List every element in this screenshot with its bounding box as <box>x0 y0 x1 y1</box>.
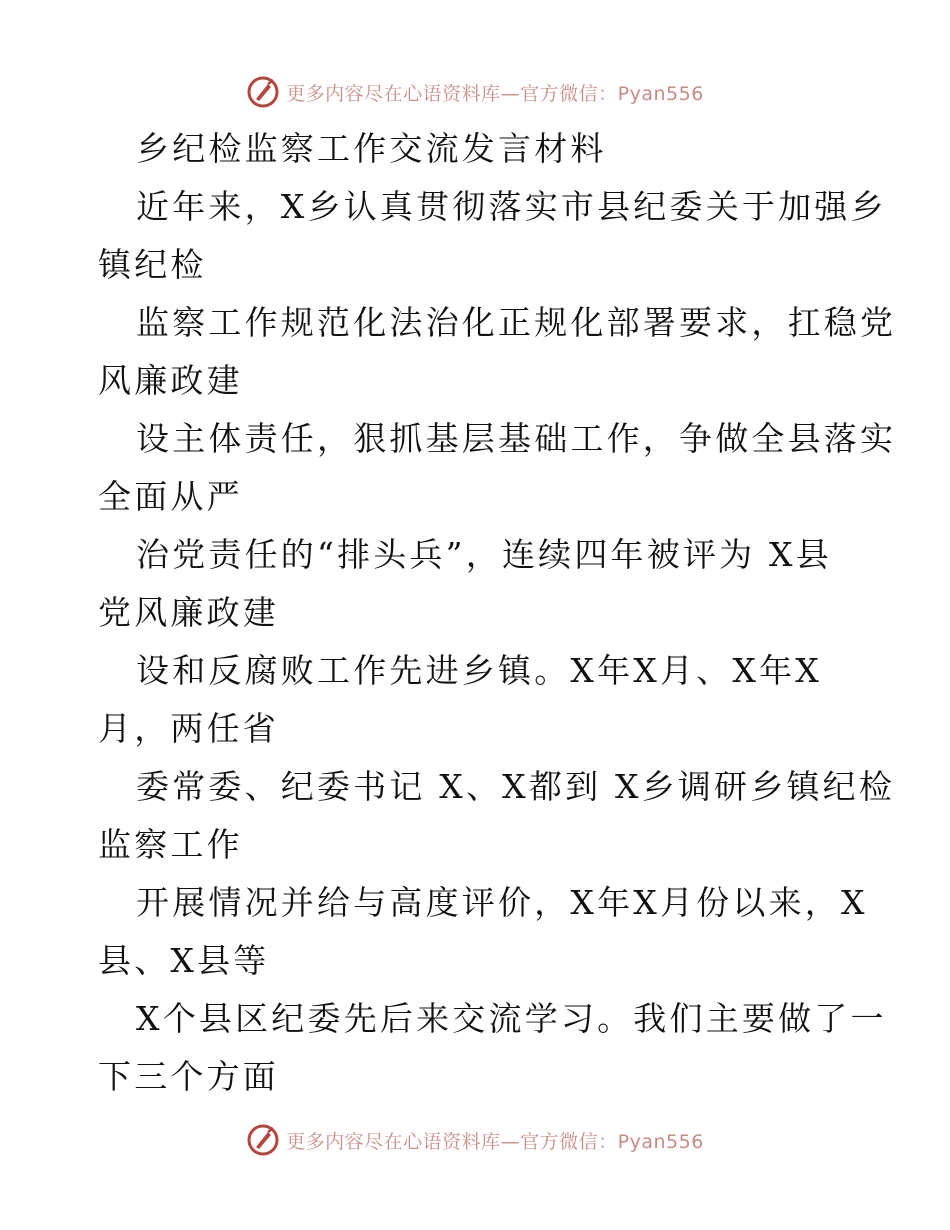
text-line: 治党责任的“排头兵”，连续四年被评为 X县 <box>136 535 832 574</box>
header-watermark <box>0 70 950 114</box>
text-line: 县、X县等 <box>98 941 270 980</box>
text-line: 设主体责任，狠抓基层基础工作，争做全县落实 <box>136 419 897 458</box>
text-line: 近年来，X乡认真贯彻落实市县纪委关于加强乡 <box>136 187 887 226</box>
watermark-text: 更多内容尽在心语资料库—官方微信：Pyan556 <box>286 1130 704 1153</box>
text-line: 监察工作 <box>98 825 243 864</box>
footer-watermark <box>0 1118 950 1162</box>
text-line: 月，两任省 <box>98 709 279 748</box>
text-line: 风廉政建 <box>98 361 243 400</box>
text-line: 全面从严 <box>98 477 243 516</box>
text-line: 设和反腐败工作先进乡镇。X年X月、X年X <box>136 651 822 690</box>
brush-pen-logo-icon <box>246 75 280 109</box>
text-line: X个县区纪委先后来交流学习。我们主要做了一 <box>136 999 887 1038</box>
document-body <box>98 120 897 1106</box>
watermark-text: 更多内容尽在心语资料库—官方微信：Pyan556 <box>286 82 704 105</box>
text-line: 党风廉政建 <box>98 593 279 632</box>
text-line: 监察工作规范化法治化正规化部署要求，扛稳党 <box>136 303 897 342</box>
brush-pen-logo-icon <box>246 1123 280 1157</box>
text-line: 委常委、纪委书记 X、X都到 X乡调研乡镇纪检 <box>136 767 896 806</box>
document-title: 乡纪检监察工作交流发言材料 <box>136 129 607 168</box>
text-line: 开展情况并给与高度评价，X年X月份以来，X <box>136 883 868 922</box>
text-line: 镇纪检 <box>98 245 207 284</box>
text-line: 下三个方面 <box>98 1057 279 1096</box>
